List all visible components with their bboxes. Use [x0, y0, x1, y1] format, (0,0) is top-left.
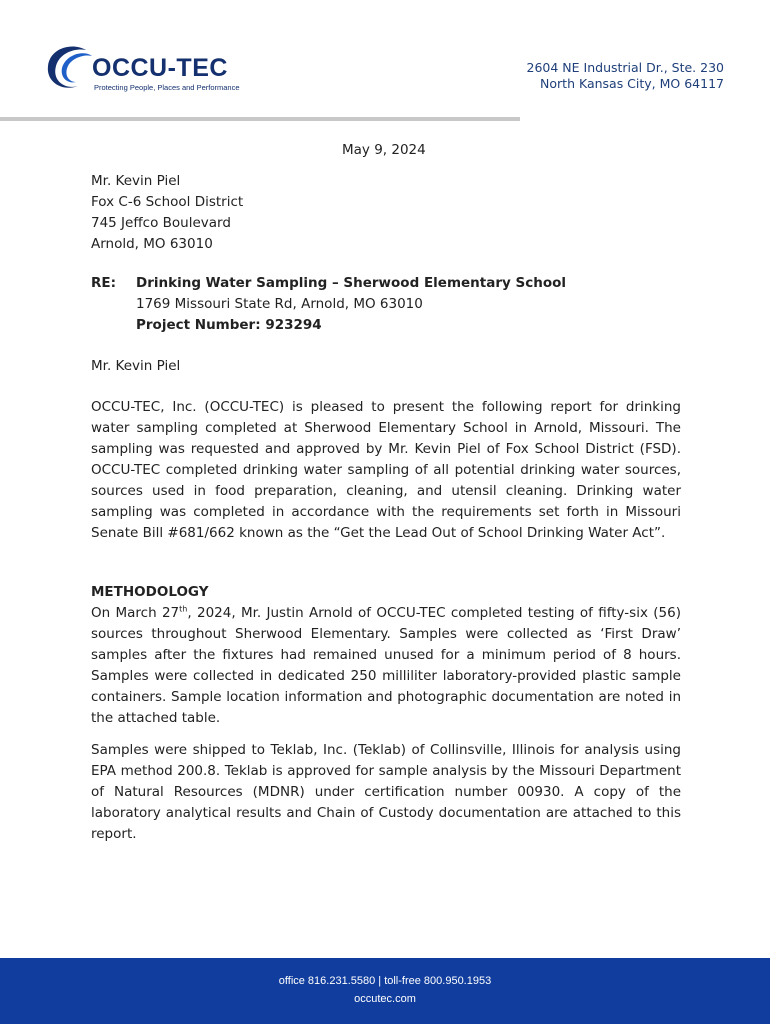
recipient-street: 745 Jeffco Boulevard [91, 215, 231, 231]
address-line-2: North Kansas City, MO 64117 [540, 76, 724, 91]
company-address [527, 60, 724, 92]
company-name: OCCU-TEC [92, 54, 228, 82]
methodology-text-start: On March 27 [91, 605, 180, 621]
recipient-name: Mr. Kevin Piel [91, 173, 181, 189]
intro-paragraph: OCCU-TEC, Inc. (OCCU-TEC) is pleased to present the following report for drinking water sampling completed at Sherwood Elementary School in Arnold, Missouri. The sampling was requested and approved by Mr. Kevin Piel of Fox School District (FSD). OCCU-TEC completed drinking water sampling of all potential drinking water sources, sources used in food preparation, cleaning, and utensil cleaning. Drinking water sampling was completed in accordance with the requirements set forth in Missouri Senate Bill #681/662 known as the “Get the Lead Out of School Drinking Water Act”. [91, 399, 681, 541]
company-tagline: Protecting People, Places and Performance [94, 83, 240, 92]
methodology-paragraph [91, 603, 681, 729]
occutec-swoosh-icon [42, 40, 98, 96]
re-address: 1769 Missouri State Rd, Arnold, MO 63010 [136, 296, 423, 312]
re-subject: Drinking Water Sampling – Sherwood Elementary School [136, 275, 567, 291]
methodology-heading: METHODOLOGY [91, 584, 209, 600]
header-divider [0, 117, 520, 121]
letter-date: May 9, 2024 [342, 142, 426, 158]
recipient-block [91, 171, 681, 255]
salutation: Mr. Kevin Piel [91, 358, 181, 374]
company-logo [42, 40, 282, 100]
recipient-org: Fox C-6 School District [91, 194, 244, 210]
recipient-city: Arnold, MO 63010 [91, 236, 213, 252]
re-label: RE: [91, 275, 117, 291]
footer-bar [0, 958, 770, 1024]
footer-website[interactable]: occutec.com [354, 993, 416, 1005]
analysis-paragraph: Samples were shipped to Teklab, Inc. (Teklab) of Collinsville, Illinois for analysis using EPA method 200.8. Teklab is approved for sample analysis by the Missouri Department of Natural Resources (MDNR) under certification number 00930. A copy of the laboratory analytical results and Chain of Custody documentation are attached to this report. [91, 742, 681, 842]
footer-contact: office 816.231.5580 | toll-free 800.950.1953 [278, 975, 492, 987]
project-number: Project Number: 923294 [136, 317, 322, 333]
address-line-1: 2604 NE Industrial Dr., Ste. 230 [526, 60, 724, 75]
methodology-text-rest: , 2024, Mr. Justin Arnold of OCCU-TEC completed testing of fifty-six (56) sources throughout Sherwood Elementary. Samples were collected as ‘First Draw’ samples after the fixtures had remained unused for a minimum period of 8 hours. Samples were collected in dedicated 250 milliliter laboratory-provided plastic sample containers. Sample location information and photographic documentation are noted in the attached table. [91, 605, 681, 726]
ordinal-suffix: th [179, 604, 188, 614]
